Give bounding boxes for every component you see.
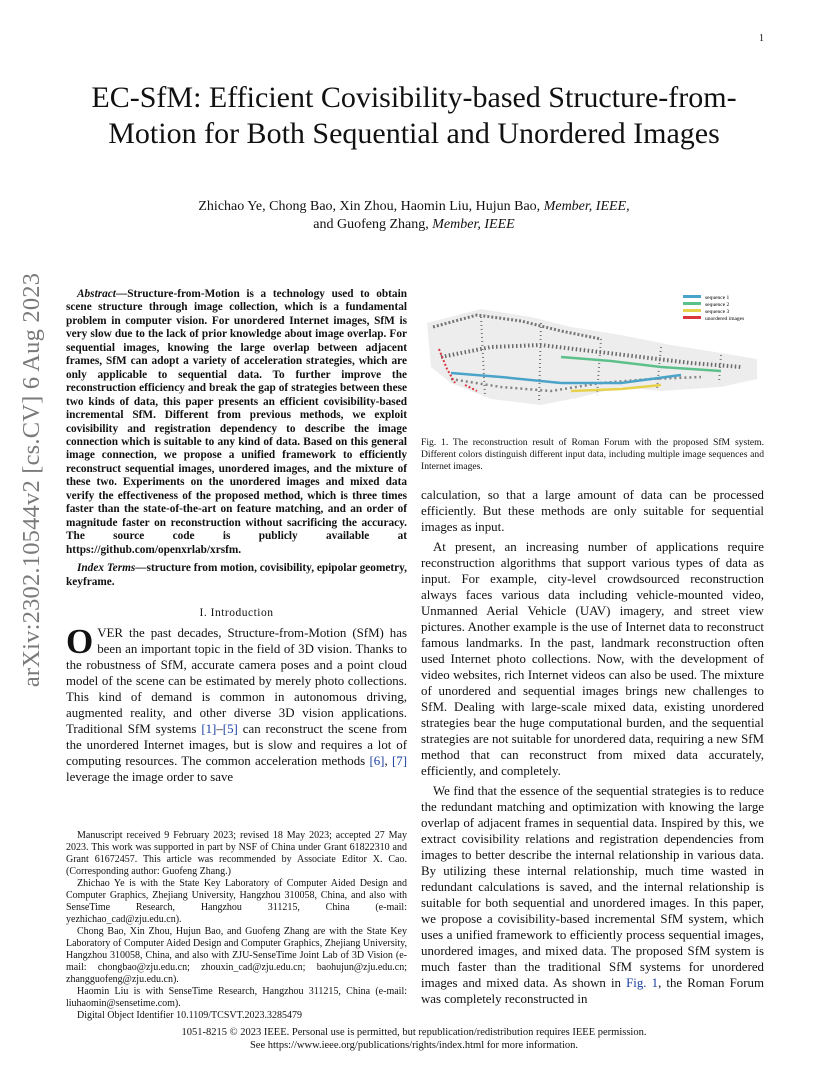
legend-swatch-1: [683, 295, 701, 298]
intro-paragraph: [66, 621, 407, 785]
authors-line-2: and Guofeng Zhang,: [313, 217, 429, 232]
author-membership-2: Member, IEEE: [432, 217, 515, 232]
right-paragraph-c: [421, 783, 764, 1007]
legend-swatch-4: [683, 316, 701, 319]
section-heading-introduction: I. Introduction: [199, 606, 274, 619]
right-column: [421, 487, 764, 1007]
footnote-received: Manuscript received 9 February 2023; revised 18 May 2023; accepted 27 May 2023. This work was supported in part by NSF of China under Grant 61822310 and Grant 61672457. This article was recommended by Associate Editor X. Cao. (Corresponding author: Guofeng Zhang.): [66, 830, 407, 877]
copyright-footer: [0, 1027, 828, 1052]
drop-cap: O: [66, 621, 94, 661]
footnotes: [66, 830, 407, 1022]
author-membership-1: Member, IEEE,: [543, 199, 630, 214]
left-column: [66, 288, 407, 785]
arxiv-identifier-text: arXiv:2302.10544v2 [cs.CV] 6 Aug 2023: [18, 272, 45, 688]
legend-label-1: sequence 1: [705, 295, 730, 301]
authors-line-1: Zhichao Ye, Chong Bao, Xin Zhou, Haomin Liu, Hujun Bao,: [198, 199, 541, 214]
right-paragraph-c-start: We find that the essence of the sequential strategies is to reduce the redundant matching and optimization with knowing the large overlap of adjacent frames in sequential data. Inspired by this, we extract covisibility relations and registration dependencies from images to better describe the internal relationship in various data. By utilizing these internal relationship, much time wasted in redundant calculations is saved, and the internal relationship is suitable for both sequential and unordered images. In this paper, we propose a covisibility-based incremental SfM system, which uses a unified framework to efficiently process sequential images, unordered images, and mixed data. The proposed SfM system is much faster than the traditional SfM systems for unordered images and mixed data. As shown in: [421, 784, 764, 990]
footnote-doi: Digital Object Identifier 10.1109/TCSVT.2023.3285479: [77, 1010, 302, 1021]
legend-label-4: unordered images: [705, 316, 745, 322]
author-list: [60, 198, 768, 234]
abstract-label: Abstract: [77, 288, 116, 300]
figure-legend: [683, 295, 744, 322]
paper-title: EC-SfM: Efficient Covisibility-based Structure-from-Motion for Both Sequential and Unordered Images: [91, 81, 737, 150]
citation-comma: ,: [384, 753, 392, 768]
intro-text-mid: can reconstruct the scene from the unordered Internet images, but is slow and requires a lot of computing resources. The common acceleration methods: [66, 721, 407, 768]
legend-label-2: sequence 2: [705, 302, 730, 308]
figure-1-reconstruction: [421, 287, 764, 427]
right-paragraph-c-end: , the Roman Forum was completely reconstructed in: [421, 976, 764, 1006]
index-terms-text: structure from motion, covisibility, epipolar geometry, keyframe.: [66, 562, 408, 588]
citation-dash: –: [216, 721, 223, 736]
figure-1-caption: Fig. 1. The reconstruction result of Roman Forum with the proposed SfM system. Different colors distinguish different input data, including multiple image sequences and Internet images.: [421, 437, 764, 472]
citation-link-5[interactable]: [5]: [222, 721, 238, 736]
intro-text-start: VER the past decades, Structure-from-Motion (SfM) has been an important topic in the field of 3D vision. Thanks to the robustness of SfM, accurate camera poses and a point cloud model of the scene can be estimated by merely photo collections. This kind of demand is common in autonomous driving, augmented reality, and other diverse 3D vision applications. Traditional SfM systems: [66, 625, 407, 736]
point-cloud-image: [421, 287, 764, 427]
figure-1-link[interactable]: Fig. 1: [626, 976, 659, 990]
abstract-text: Structure-from-Motion is a technology used to obtain scene structure through image collection, which is a fundamental problem in computer vision. For unordered Internet images, SfM is very slow due to the lack of prior knowledge about image overlap. For sequential images, knowing the large overlap between adjacent frames, SfM can adopt a variety of acceleration strategies, which are only applicable to sequential data. To further improve the reconstruction efficiency and break the gap of strategies between these two kinds of data, this paper presents an efficient covisibility-based incremental SfM. Different from previous methods, we exploit covisibility and registration dependency to describe the image connection which is suitable to any kind of data. Based on this general image connection, we propose a unified framework to efficiently reconstruct sequential images, unordered images, and the mixture of these two. Experiments on the unordered images and mixed data verify the effectiveness of the proposed method, which is three times faster than the state-of-the-art on feature matching, and an order of magnitude faster on reconstruction without sacrificing the accuracy. The source code is publicly available at https://github.com/openxrlab/xrsfm.: [66, 288, 407, 556]
footnote-coauthors: Chong Bao, Xin Zhou, Hujun Bao, and Guofeng Zhang are with the State Key Laboratory of Computer Aided Design and Computer Graphics, Zhejiang University, Hangzhou 310058, China, and also with ZJU-SenseTime Joint Lab of 3D Vision (e-mail: chongbao@zju.edu.cn; zhouxin_cad@zju.edu.cn; baohujun@zju.edu.cn; zhangguofeng@zju.edu.cn).: [66, 926, 407, 985]
citation-link-6[interactable]: [6]: [369, 753, 385, 768]
index-terms: Index Terms—structure from motion, covisibility, epipolar geometry, keyframe.: [66, 562, 408, 588]
footnote-liu: Haomin Liu is with SenseTime Research, Hangzhou 311215, China (e-mail: liuhaomin@sensetime.com).: [66, 986, 407, 1009]
footnote-ye: Zhichao Ye is with the State Key Laboratory of Computer Aided Design and Computer Graphics, Zhejiang University, Hangzhou 310058, China, and also with SenseTime Research, Hangzhou 311215, China (e-mail: yezhichao_cad@zju.edu.cn).: [66, 878, 407, 925]
right-paragraph-b: At present, an increasing number of applications require reconstruction algorithms that support various types of data as input. For example, city-level crowdsourced reconstruction always faces various data including vehicle-mounted video, Unmanned Aerial Vehicle (UAV) imagery, and street view pictures. Another example is the use of Internet data to reconstruct famous landmarks. In the past, landmark reconstruction often used Internet photo collections. Now, with the development of video websites, rich Internet videos can also be used. The mixture of unordered and sequential images brings new challenges to SfM. Dealing with large-scale mixed data, existing unordered strategies bear the huge computational burden, and the sequential strategies are not suitable for unordered data, requiring a new SfM method that can reconstruct from mixed data accurately, efficiently, and completely.: [421, 540, 764, 778]
footer-line-1: 1051-8215 © 2023 IEEE. Personal use is permitted, but republication/redistribution requires IEEE permission.: [181, 1027, 647, 1038]
abstract: Abstract—Structure-from-Motion is a technology used to obtain scene structure through image collection, which is a fundamental problem in computer vision. For unordered Internet images, SfM is very slow due to the lack of prior knowledge about image overlap. For sequential images, knowing the large overlap between adjacent frames, SfM can adopt a variety of acceleration strategies, which are only applicable to sequential data. To further improve the reconstruction efficiency and break the gap of strategies between these two kinds of data, this paper presents an efficient covisibility-based incremental SfM. Different from previous methods, we exploit covisibility and registration dependency to describe the image connection which is suitable to any kind of data. Based on this general image connection, we propose a unified framework to efficiently reconstruct sequential images, unordered images, and the mixture of these two. Experiments on the unordered images and mixed data verify the effectiveness of the proposed method, which is three times faster than the state-of-the-art on feature matching, and an order of magnitude faster on reconstruction without sacrificing the accuracy. The source code is publicly available at https://github.com/openxrlab/xrsfm.: [66, 288, 407, 556]
legend-swatch-2: [683, 302, 701, 305]
legend-label-3: sequence 3: [705, 309, 730, 315]
index-terms-label: Index Terms: [77, 562, 136, 575]
intro-text-end: leverage the image order to save: [66, 769, 234, 784]
page-number: 1: [759, 33, 764, 44]
citation-link-1[interactable]: [1]: [201, 721, 217, 736]
citation-link-7[interactable]: [7]: [391, 753, 407, 768]
arxiv-identifier: [2, 272, 62, 688]
right-paragraph-a: calculation, so that a large amount of data can be processed efficiently. But these methods are only suitable for sequential images as input.: [421, 488, 764, 534]
legend-swatch-3: [683, 309, 701, 312]
footer-line-2: See https://www.ieee.org/publications/rights/index.html for more information.: [249, 1039, 579, 1051]
